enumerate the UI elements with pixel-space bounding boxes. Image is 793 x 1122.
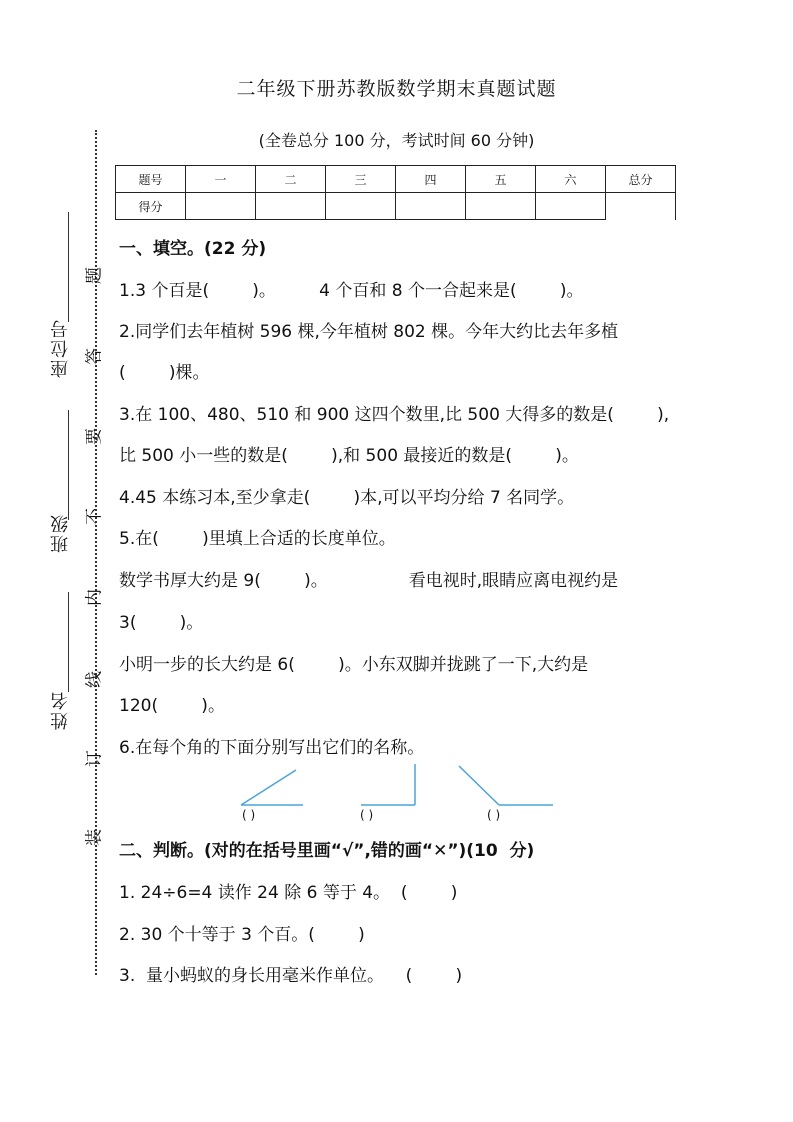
page-subtitle: (全卷总分 100 分，考试时间 60 分钟)	[258, 131, 535, 150]
score-input-cell[interactable]	[396, 193, 466, 220]
score-table-score-row	[116, 193, 676, 220]
seat-number-blank-line	[68, 212, 69, 322]
binding-char: 线	[84, 671, 105, 688]
score-input-cell[interactable]	[606, 193, 676, 220]
score-table-header-row	[116, 166, 676, 193]
question-line: 120( )。	[119, 696, 225, 716]
binding-char: 题	[84, 267, 105, 284]
name-blank-line	[68, 592, 69, 692]
score-cell: 二	[256, 166, 326, 193]
name-label: 姓名	[50, 690, 71, 730]
class-blank-line	[68, 410, 69, 520]
binding-char: 不	[84, 508, 105, 525]
question-line: 1. 24÷6=4 读作 24 除 6 等于 4。 ( )	[119, 883, 458, 903]
question-line: ( )棵。	[119, 363, 210, 383]
seat-number-label: 座位号	[50, 318, 71, 378]
score-cell: 三	[326, 166, 396, 193]
question-line: 3.在 100、480、510 和 900 这四个数里,比 500 大得多的数是( ),	[119, 405, 670, 425]
angle-answer-blank[interactable]: ( )	[487, 808, 501, 822]
section-heading: 一、填空。(22 分)	[119, 239, 267, 259]
binding-char: 要	[84, 428, 105, 445]
question-line: 3. 量小蚂蚁的身长用毫米作单位。 ( )	[119, 966, 463, 986]
score-cell: 四	[396, 166, 466, 193]
question-line: 2. 30 个十等于 3 个百。( )	[119, 925, 365, 945]
score-input-cell[interactable]	[186, 193, 256, 220]
score-input-cell[interactable]	[466, 193, 536, 220]
right-angle-figure	[361, 764, 415, 805]
question-line: 2.同学们去年植树 596 棵,今年植树 802 棵。今年大约比去年多植	[119, 322, 619, 342]
question-line: 1.3 个百是( )。 4 个百和 8 个一合起来是( )。	[119, 281, 584, 301]
score-cell: 五	[466, 166, 536, 193]
question-line: 小明一步的长大约是 6( )。小东双脚并拢跳了一下,大约是	[119, 655, 589, 675]
score-input-cell[interactable]	[256, 193, 326, 220]
page-title: 二年级下册苏教版数学期末真题试题	[236, 78, 557, 100]
question-line: 6.在每个角的下面分别写出它们的名称。	[119, 738, 425, 758]
binding-char: 答	[84, 348, 105, 365]
score-input-cell[interactable]	[536, 193, 606, 220]
question-line: 数学书厚大约是 9( )。 看电视时,眼睛应离电视约是	[119, 571, 619, 591]
binding-dotted-line	[95, 130, 97, 975]
question-line: 5.在( )里填上合适的长度单位。	[119, 529, 396, 549]
score-cell: 总分	[606, 166, 676, 193]
score-cell: 六	[536, 166, 606, 193]
binding-char: 装	[84, 829, 105, 846]
binding-char: 订	[84, 750, 105, 767]
section-heading: 二、判断。(对的在括号里画“√”,错的画“✕”)(10 分)	[119, 841, 535, 861]
score-table	[115, 165, 676, 220]
score-cell: 得分	[116, 193, 186, 220]
score-cell: 题号	[116, 166, 186, 193]
angle-answer-blank[interactable]: ( )	[360, 808, 374, 822]
binding-char: 内	[84, 589, 105, 606]
score-input-cell[interactable]	[326, 193, 396, 220]
score-cell: 一	[186, 166, 256, 193]
obtuse-angle-figure	[459, 766, 553, 805]
question-line: 比 500 小一些的数是( ),和 500 最接近的数是( )。	[119, 446, 579, 466]
question-line: 3( )。	[119, 613, 204, 633]
acute-angle-figure	[241, 770, 303, 805]
question-line: 4.45 本练习本,至少拿走( )本,可以平均分给 7 名同学。	[119, 488, 575, 508]
angle-figures	[230, 760, 570, 810]
class-label: 班级	[50, 513, 71, 553]
angle-answer-blank[interactable]: ( )	[242, 808, 256, 822]
